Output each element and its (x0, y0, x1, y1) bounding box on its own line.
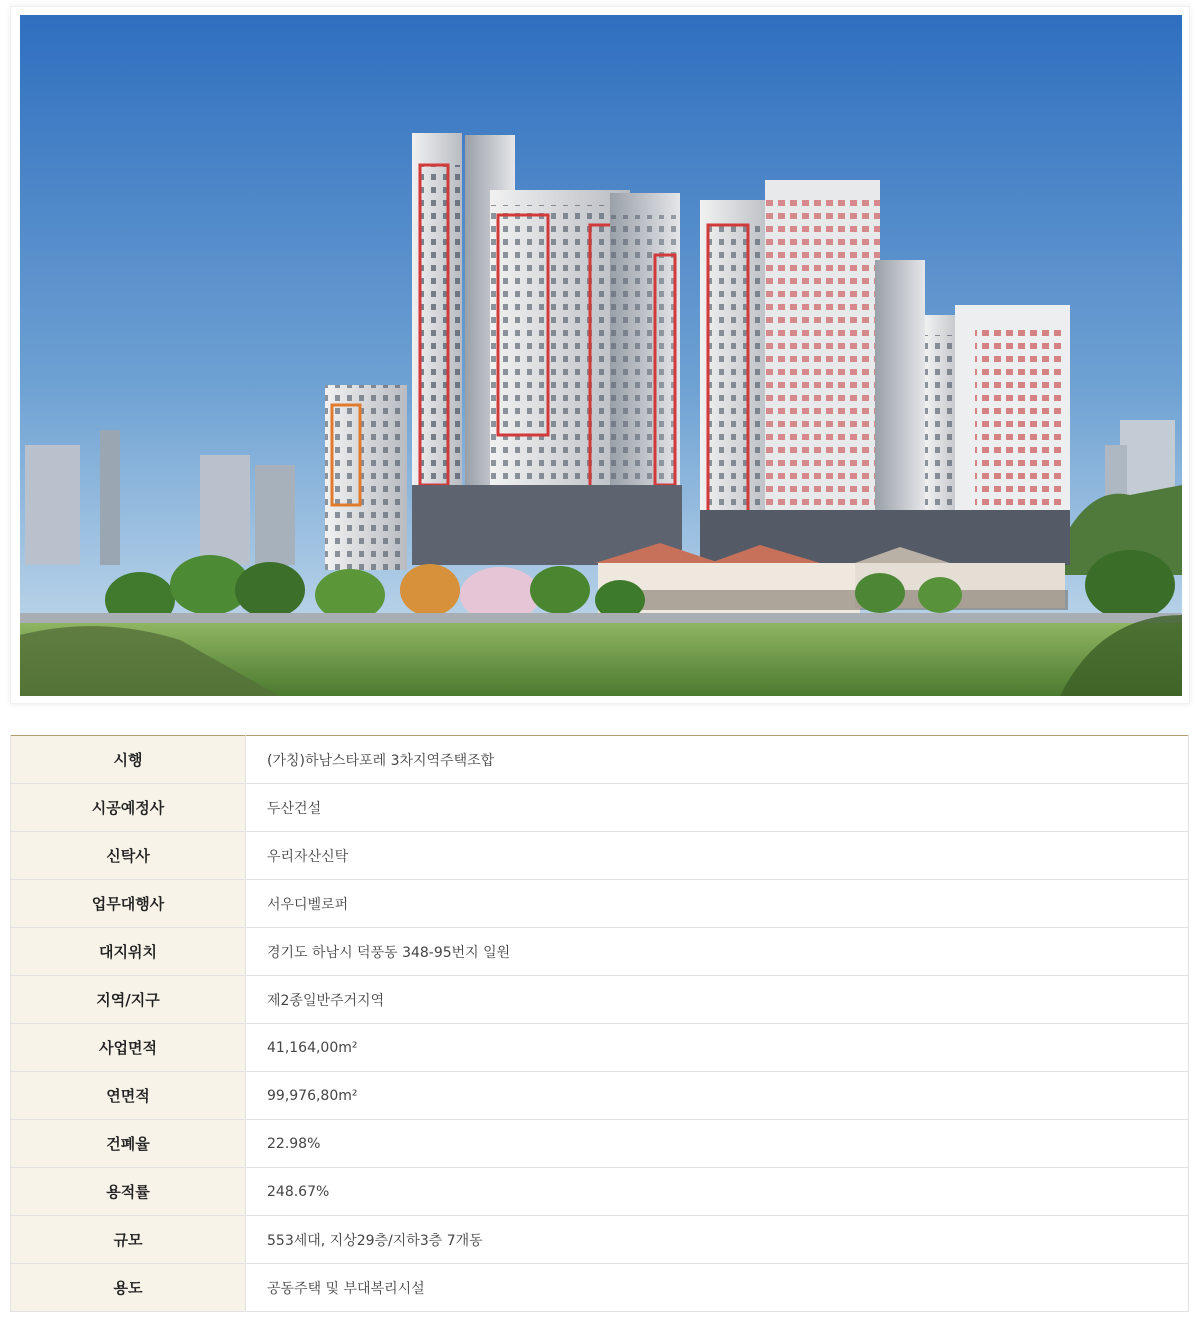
table-row (11, 976, 1189, 1024)
row-value-usage: 공동주택 및 부대복리시설 (246, 1264, 1189, 1312)
table-row (11, 880, 1189, 928)
row-value-location: 경기도 하남시 덕풍동 348-95번지 일원 (246, 928, 1189, 976)
row-label-trust: 신탁사 (11, 832, 246, 880)
table-row (11, 1024, 1189, 1072)
row-value-scale: 553세대, 지상29층/지하3층 7개동 (246, 1216, 1189, 1264)
table-row (11, 832, 1189, 880)
table-row (11, 1120, 1189, 1168)
table-row (11, 736, 1189, 784)
row-label-constructor: 시공예정사 (11, 784, 246, 832)
project-info-table (10, 735, 1189, 1312)
row-value-trust: 우리자산신탁 (246, 832, 1189, 880)
row-value-constructor: 두산건설 (246, 784, 1189, 832)
row-label-agent: 업무대행사 (11, 880, 246, 928)
table-row (11, 1072, 1189, 1120)
hero-rendering-image (20, 15, 1182, 696)
row-value-coverage-ratio: 22.98% (246, 1120, 1189, 1168)
row-label-floor-area: 연면적 (11, 1072, 246, 1120)
tower-cluster-left (412, 133, 682, 568)
hero-image-frame (10, 6, 1190, 704)
row-label-coverage-ratio: 건폐율 (11, 1120, 246, 1168)
tower-small-left (325, 385, 407, 570)
row-value-floor-area-ratio: 248.67% (246, 1168, 1189, 1216)
table-row (11, 1264, 1189, 1312)
table-row (11, 1168, 1189, 1216)
row-label-zone: 지역/지구 (11, 976, 246, 1024)
row-value-floor-area: 99,976,80m² (246, 1072, 1189, 1120)
row-label-developer: 시행 (11, 736, 246, 784)
table-row (11, 928, 1189, 976)
row-value-zone: 제2종일반주거지역 (246, 976, 1189, 1024)
row-value-developer: (가칭)하남스타포레 3차지역주택조합 (246, 736, 1189, 784)
row-label-scale: 규모 (11, 1216, 246, 1264)
row-value-site-area: 41,164,00m² (246, 1024, 1189, 1072)
row-label-floor-area-ratio: 용적률 (11, 1168, 246, 1216)
row-label-usage: 용도 (11, 1264, 246, 1312)
table-row (11, 1216, 1189, 1264)
table-row (11, 784, 1189, 832)
row-label-site-area: 사업면적 (11, 1024, 246, 1072)
row-value-agent: 서우디벨로퍼 (246, 880, 1189, 928)
row-label-location: 대지위치 (11, 928, 246, 976)
